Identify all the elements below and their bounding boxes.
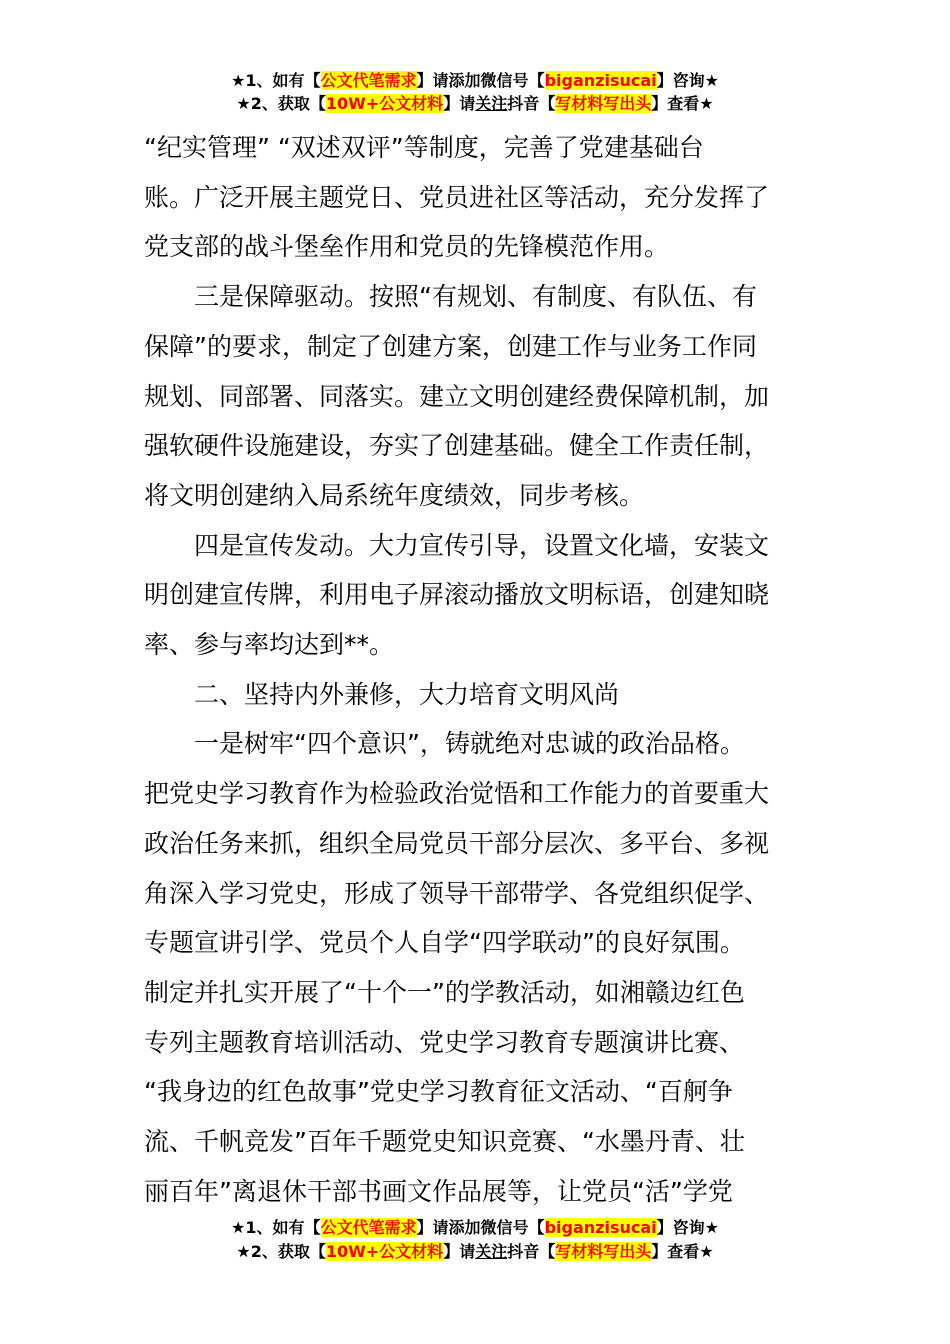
text-line: 把党史学习教育作为检验政治觉悟和工作能力的首要重大 — [144, 779, 770, 809]
promo-highlight-wechat-id: biganzisucai — [544, 1218, 657, 1237]
promo-highlight-materials: 10W+公文材料 — [325, 1242, 444, 1261]
promo-bold-word: 加 — [464, 1218, 481, 1237]
promo-suffix: 】查看★ — [651, 1242, 714, 1261]
promo-prefix: ★2、获取【 — [236, 94, 326, 113]
text-line: 角深入学习党史，形成了领导干部带学、各党组织促学、 — [144, 878, 770, 908]
text-line: 保障”的要求，制定了创建方案，创建工作与业务工作同 — [144, 331, 757, 361]
promo-text: 】请添 — [416, 71, 465, 90]
promo-highlight-materials: 10W+公文材料 — [325, 94, 444, 113]
header-promo-line-2 — [0, 93, 950, 115]
promo-text: 微信号【 — [480, 71, 545, 90]
promo-highlight-wechat-id: biganzisucai — [544, 71, 657, 90]
footer-promo-line-1 — [0, 1217, 950, 1239]
text-line: 规划、同部署、同落实。建立文明创建经费保障机制，加 — [144, 381, 770, 411]
heading-text: 二、坚持内外兼修，大力培育文明风尚 — [194, 679, 620, 709]
promo-underline-word: 关注 — [475, 94, 508, 113]
text-line: 率、参与率均达到**。 — [144, 630, 395, 660]
promo-text: 抖音【 — [507, 94, 556, 113]
text-line: 流、千帆竞发”百年千题党史知识竞赛、“水墨丹青、壮 — [144, 1127, 745, 1157]
text-line: 将文明创建纳入局系统年度绩效，同步考核。 — [144, 480, 645, 510]
promo-suffix: 】咨询★ — [656, 71, 719, 90]
promo-prefix: ★2、获取【 — [236, 1242, 326, 1261]
promo-suffix: 】查看★ — [651, 94, 714, 113]
paragraph-guarantee — [144, 272, 808, 521]
header-promo-line-1 — [0, 70, 950, 92]
text-line: “纪实管理” “双述双评”等制度，完善了党建基础台 — [144, 133, 704, 162]
section-heading — [144, 670, 808, 720]
text-line: 明创建宣传牌，利用电子屏滚动播放文明标语，创建知晓 — [144, 580, 770, 610]
text-line: 党支部的战斗堡垒作用和党员的先锋模范作用。 — [144, 232, 670, 262]
promo-highlight-service: 公文代笔需求 — [320, 71, 417, 90]
promo-prefix: ★1、如有【 — [231, 1218, 321, 1237]
promo-text: 微信号【 — [480, 1218, 545, 1237]
paragraph-awareness — [144, 719, 808, 1216]
text-line: 制定并扎实开展了“十个一”的学教活动，如湘赣边红色 — [144, 977, 745, 1007]
text-line: 政治任务来抓，组织全局党员干部分层次、多平台、多视 — [144, 828, 770, 858]
footer-promo-line-2 — [0, 1241, 950, 1263]
promo-text: 抖音【 — [507, 1242, 556, 1261]
promo-underline-word: 关注 — [475, 1242, 508, 1261]
text-line: 三是保障驱动。按照“有规划、有制度、有队伍、有 — [194, 282, 757, 312]
paragraph-continued — [144, 123, 808, 272]
text-line: 专题宣讲引学、党员个人自学“四学联动”的良好氛围。 — [144, 928, 745, 958]
text-line: 四是宣传发动。大力宣传引导，设置文化墙，安装文 — [194, 530, 770, 560]
promo-highlight-douyin: 写材料写出头 — [555, 94, 652, 113]
promo-text: 】请 — [443, 1242, 476, 1261]
text-line: 丽百年”离退休干部书画文作品展等，让党员“活”学党 — [144, 1176, 733, 1206]
text-line: 强软硬件设施建设，夯实了创建基础。健全工作责任制， — [144, 431, 770, 461]
promo-text: 】请添 — [416, 1218, 465, 1237]
text-line: “我身边的红色故事”党史学习教育征文活动、“百舸争 — [144, 1077, 733, 1107]
promo-text: 】请 — [443, 94, 476, 113]
promo-highlight-service: 公文代笔需求 — [320, 1218, 417, 1237]
text-line: 专列主题教育培训活动、党史学习教育专题演讲比赛、 — [144, 1027, 745, 1057]
promo-highlight-douyin: 写材料写出头 — [555, 1242, 652, 1261]
text-line: 一是树牢“四个意识”，铸就绝对忠诚的政治品格。 — [194, 729, 745, 759]
text-line: 账。广泛开展主题党日、党员进社区等活动，充分发挥了 — [144, 182, 770, 212]
paragraph-publicity — [144, 521, 808, 670]
promo-prefix: ★1、如有【 — [231, 71, 321, 90]
document-body — [144, 123, 808, 1216]
promo-bold-word: 加 — [464, 71, 481, 90]
promo-suffix: 】咨询★ — [656, 1218, 719, 1237]
